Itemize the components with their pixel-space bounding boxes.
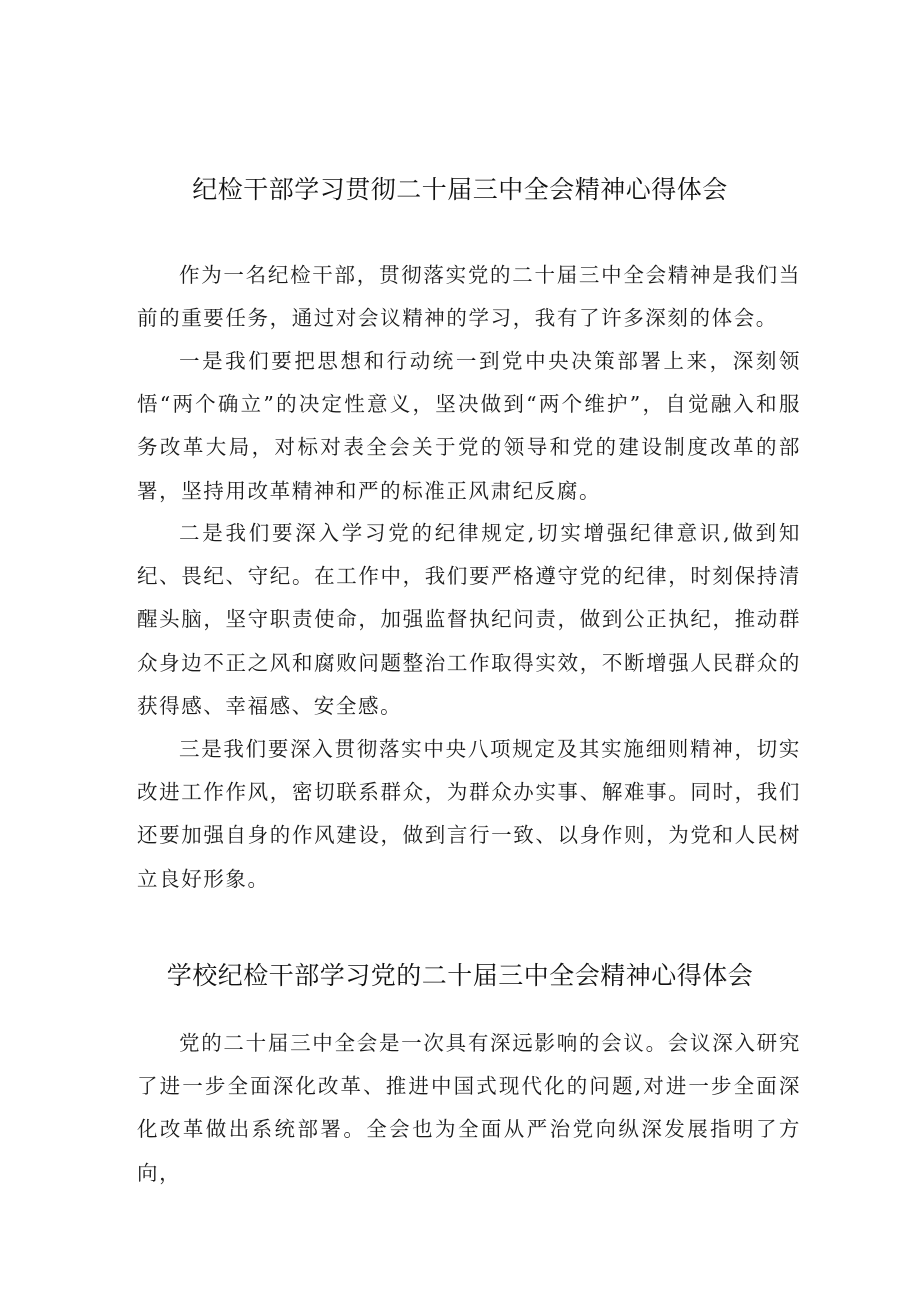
article-2-paragraph-intro: 党的二十届三中全会是一次具有深远影响的会议。会议深入研究了进一步全面深化改革、推进中国式现代化的问题,对进一步全面深化改革做出系统部署。全会也为全面从严治党向纵深发展指明了方向， [137,1031,801,1185]
article-2-title: 学校纪检干部学习党的二十届三中全会精神心得体会 [166,961,754,990]
article-1-paragraph-point-3: 三是我们要深入贯彻落实中央八项规定及其实施细则精神，切实改进工作作风，密切联系群众，为群众办实事、解难事。同时，我们还要加强自身的作风建设，做到言行一致、以身作则，为党和人民树立良好形象。 [137,737,801,891]
article-1-title: 纪检干部学习贯彻二十届三中全会精神心得体会 [192,175,728,204]
article-1-paragraph-point-1: 一是我们要把思想和行动统一到党中央决策部署上来，深刻领悟“两个确立”的决定性意义，坚决做到“两个维护”，自觉融入和服务改革大局，对标对表全会关于党的领导和党的建设制度改革的部署，坚持用改革精神和严的标准正风肃纪反腐。 [137,349,801,503]
article-1-paragraph-intro: 作为一名纪检干部，贯彻落实党的二十届三中全会精神是我们当前的重要任务，通过对会议精神的学习，我有了许多深刻的体会。 [137,263,801,331]
article-1-paragraph-point-2: 二是我们要深入学习党的纪律规定,切实增强纪律意识,做到知纪、畏纪、守纪。在工作中，我们要严格遵守党的纪律，时刻保持清醒头脑，坚守职责使命，加强监督执纪问责，做到公正执纪，推动群众身边不正之风和腐败问题整治工作取得实效，不断增强人民群众的获得感、幸福感、安全感。 [137,521,801,718]
